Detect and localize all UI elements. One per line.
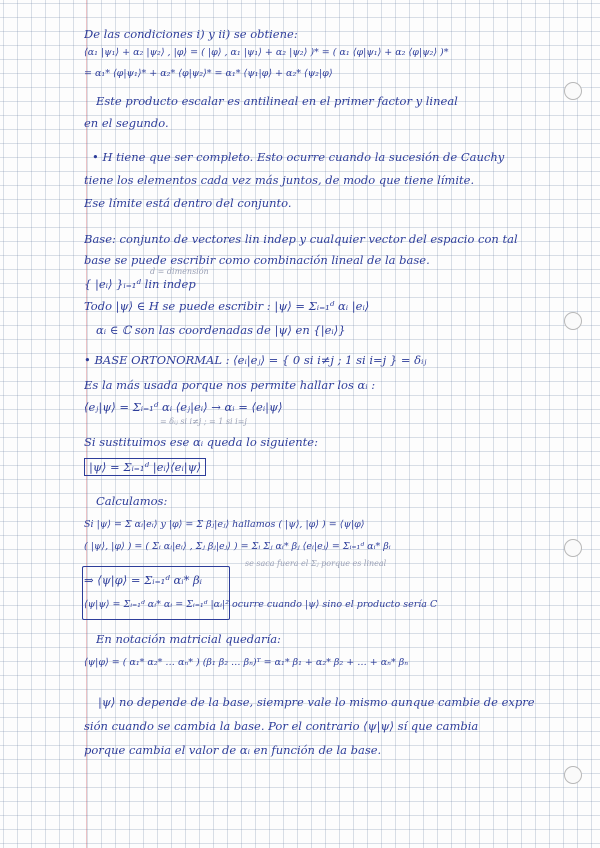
bracket-box	[82, 566, 230, 620]
text-line: De las condiciones i) y ii) se obtiene:	[84, 27, 298, 41]
binder-hole	[564, 766, 582, 784]
annotation-note: = δᵢⱼ si i≠j ; = 1 si i=j	[160, 417, 247, 426]
boxed-equation	[84, 458, 592, 476]
equation-line: ⟨α₁ |ψ₁⟩ + α₂ |ψ₂⟩ , |φ⟩ = ( |φ⟩ , α₁ |ψ₁⟩ + α₂ |ψ₂⟩ )* = ( α₁ ⟨φ|ψ₁⟩ + α₂ ⟨φ|ψ₂⟩ )*	[84, 47, 449, 58]
text-line: • H tiene que ser completo. Esto ocurre cuando la sucesión de Cauchy	[92, 150, 505, 164]
text-line: Es la más usada porque nos permite hallar los αᵢ :	[84, 378, 376, 392]
equation-line: = α₁* ⟨φ|ψ₁⟩* + α₂* ⟨φ|ψ₂⟩* = α₁* ⟨ψ₁|φ⟩ + α₂* ⟨ψ₂|φ⟩	[84, 68, 333, 79]
text-line: sión cuando se cambia la base. Por el contrario ⟨ψ|ψ⟩ sí que cambia	[84, 719, 479, 733]
equation-line: ( |ψ⟩, |φ⟩ ) = ( Σᵢ αᵢ|eᵢ⟩ , Σⱼ βⱼ|eⱼ⟩ ) = Σᵢ Σⱼ αᵢ* βⱼ ⟨eᵢ|eⱼ⟩ = Σᵢ₌₁ᵈ αᵢ* βᵢ	[84, 541, 391, 552]
equation-line: • BASE ORTONORMAL : ⟨eᵢ|eⱼ⟩ = { 0 si i≠j ; 1 si i=j } = δᵢⱼ	[84, 353, 427, 367]
equation-line: Si |ψ⟩ = Σ αᵢ|eᵢ⟩ y |φ⟩ = Σ βⱼ|eⱼ⟩ hallamos ( |ψ⟩, |φ⟩ ) = ⟨ψ|φ⟩	[84, 519, 365, 530]
equation-line: ⟨ψ|φ⟩ = ( α₁* α₂* … αₙ* ) (β₁ β₂ … βₙ)ᵀ = α₁* β₁ + α₂* β₂ + … + αₙ* βₙ	[84, 657, 409, 668]
equation-line: ⟨eⱼ|ψ⟩ = Σᵢ₌₁ᵈ αᵢ ⟨eⱼ|eᵢ⟩ → αᵢ = ⟨eᵢ|ψ⟩	[84, 400, 283, 414]
text-line: base se puede escribir como combinación lineal de la base.	[84, 253, 430, 267]
text-line: αᵢ ∈ ℂ son las coordenadas de |ψ⟩ en {|eᵢ⟩}	[96, 323, 346, 337]
equation-line: Todo |ψ⟩ ∈ H se puede escribir : |ψ⟩ = Σᵢ₌₁ᵈ αᵢ |eᵢ⟩	[84, 299, 370, 313]
equation-line: ⟨ψ|ψ⟩ = Σᵢ₌₁ᵈ αᵢ* αᵢ = Σᵢ₌₁ᵈ |αᵢ|² ocurre cuando |ψ⟩ sino el producto sería C	[84, 599, 438, 610]
text-line: Si sustituimos ese αᵢ queda lo siguiente:	[84, 435, 318, 449]
text-line: porque cambia el valor de αᵢ en función de la base.	[84, 743, 382, 757]
text-line: en el segundo.	[84, 116, 169, 130]
text-line: Base: conjunto de vectores lin indep y cualquier vector del espacio con tal	[84, 232, 518, 246]
text-line: tiene los elementos cada vez más juntos, de modo que tiene límite.	[84, 173, 475, 187]
equation-line: ⇒ ⟨ψ|φ⟩ = Σᵢ₌₁ᵈ αᵢ* βᵢ	[84, 573, 202, 587]
equation-line: { |eᵢ⟩ }ᵢ₌₁ᵈ lin indep	[84, 277, 196, 291]
text-line: Calculamos:	[96, 494, 168, 508]
text-line: Ese límite está dentro del conjunto.	[84, 196, 292, 210]
text-line: En notación matricial quedaría:	[96, 632, 281, 646]
boxed-result: |ψ⟩ = Σᵢ₌₁ᵈ |eᵢ⟩⟨eᵢ|ψ⟩	[84, 458, 206, 476]
text-line: |ψ⟩ no depende de la base, siempre vale lo mismo aunque cambie de expre	[98, 695, 535, 709]
text-line: Este producto escalar es antilineal en el primer factor y lineal	[96, 94, 458, 108]
annotation-note: d = dimensión	[150, 267, 209, 276]
annotation-note: se saca fuera el Σⱼ porque es lineal	[245, 559, 387, 568]
